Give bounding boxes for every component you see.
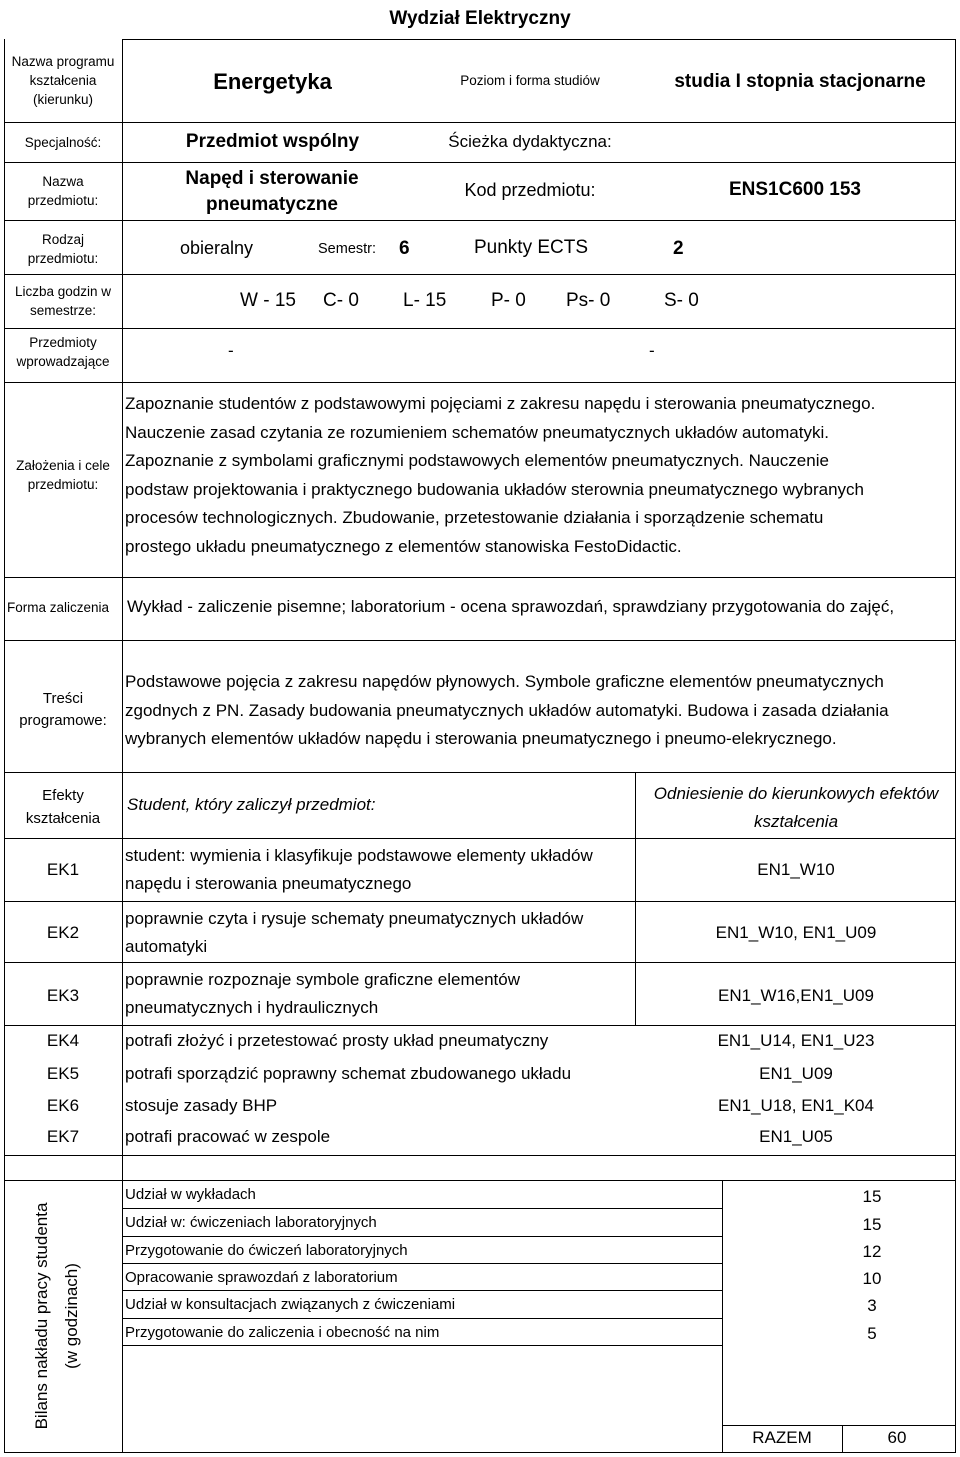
- workload-item-hours: 15: [862, 1215, 882, 1234]
- workload-item-hours: 15: [862, 1187, 882, 1206]
- workload-item-hours: 5: [867, 1324, 877, 1343]
- prerequisites-value-2: -: [649, 341, 655, 360]
- type-value: obieralny: [180, 238, 254, 258]
- workload-total-value: 60: [887, 1428, 907, 1447]
- level-value: studia I stopnia stacjonarne: [674, 71, 926, 92]
- outcome-id: EK3: [46, 986, 80, 1005]
- level-label: Poziom i forma studiów: [460, 73, 600, 88]
- outcome-ref: EN1_W16,EN1_U09: [718, 986, 874, 1005]
- code-value: ENS1C600 153: [728, 179, 862, 200]
- workload-item-hours: 3: [867, 1296, 877, 1315]
- outcome-id: EK6: [46, 1096, 80, 1115]
- outcome-id: EK5: [46, 1064, 80, 1083]
- hours-label: Liczba godzin w semestrze:: [14, 284, 112, 318]
- ects-value: 2: [673, 238, 684, 259]
- outcomes-label: Efekty kształcenia: [25, 787, 101, 827]
- outcome-ref: EN1_W10, EN1_U09: [715, 923, 877, 942]
- program-label: Nazwa programu kształcenia (kierunku): [11, 54, 115, 107]
- type-label: Rodzaj przedmiotu:: [27, 232, 99, 266]
- prerequisites-label: Przedmioty wprowadzające: [16, 335, 110, 369]
- hours-ps: Ps- 0: [566, 290, 611, 311]
- student-header: Student, który zaliczył przedmiot:: [127, 795, 376, 814]
- assessment-value: Wykład - zaliczenie pisemne; laboratorium - ocena sprawozdań, sprawdziany przygotowania do zajęć,: [127, 597, 895, 616]
- workload-item-name: Udział w konsultacjach związanych z ćwiczeniami: [125, 1296, 456, 1313]
- outcome-id: EK4: [46, 1031, 80, 1050]
- outcome-text: potrafi sporządzić poprawny schemat zbudowanego układu: [125, 1064, 572, 1083]
- content-text: Podstawowe pojęcia z zakresu napędów płynowych. Symbole graficzne elementów pneumatycznych zgodnych z PN. Zasady budowania pneumatycznych układów automatyki. Budowa i zasada działania wybranych elementów układów napędu i sterowania pneumatycznego i pneumo-elekrycznego.: [125, 672, 889, 748]
- semester-value: 6: [399, 238, 410, 259]
- hours-l: L- 15: [403, 290, 447, 311]
- outcome-ref: EN1_U05: [759, 1127, 833, 1146]
- content-label: Treści programowe:: [19, 690, 107, 729]
- specialty-value: Przedmiot wspólny: [185, 131, 360, 152]
- workload-item-name: Udział w: ćwiczeniach laboratoryjnych: [125, 1214, 377, 1231]
- workload-item-name: Przygotowanie do zaliczenia i obecność na nim: [125, 1324, 440, 1341]
- hours-p: P- 0: [491, 290, 526, 311]
- outcome-id: EK1: [46, 860, 80, 879]
- program-value: Energetyka: [213, 69, 332, 94]
- outcome-id: EK7: [46, 1127, 80, 1146]
- outcome-text: student: wymienia i klasyfikuje podstawowe elementy układów napędu i sterowania pneumatycznego: [125, 846, 593, 893]
- code-label: Kod przedmiotu:: [464, 180, 596, 200]
- outcome-text: stosuje zasady BHP: [125, 1096, 278, 1115]
- ref-header: Odniesienie do kierunkowych efektów kształcenia: [653, 784, 939, 831]
- workload-item-hours: 12: [862, 1242, 882, 1261]
- course-name: Napęd i sterowanie pneumatyczne: [185, 168, 359, 215]
- goals-text: Zapoznanie studentów z podstawowymi pojęciami z zakresu napędu i sterowania pneumatycznego. Nauczenie zasad czytania ze rozumieniem schematów pneumatycznych układów automatyki. Zapoznanie z symbolami graficznymi podstawowych elementów pneumatycznych. Nauczenie podstaw projektowania i praktycznego budowania układów sterownia pneumatycznego wybranych procesów technologicznych. Zbudowanie, przetestowanie działania i sporządzenie schematu prostego układu pneumatycznego z elementów stanowiska FestoDidactic.: [125, 394, 876, 556]
- specialty-label: Specjalność:: [24, 135, 102, 150]
- course-label: Nazwa przedmiotu:: [27, 174, 99, 208]
- workload-item-name: Opracowanie sprawozdań z laboratorium: [125, 1269, 398, 1286]
- workload-item-name: Udział w wykładach: [125, 1186, 256, 1203]
- outcome-ref: EN1_U18, EN1_K04: [718, 1096, 874, 1115]
- path-label: Ścieżka dydaktyczna:: [448, 132, 612, 151]
- hours-c: C- 0: [323, 290, 359, 311]
- faculty-title: Wydział Elektryczny: [389, 8, 571, 29]
- goals-label: Założenia i cele przedmiotu:: [16, 458, 110, 492]
- workload-item-hours: 10: [862, 1269, 882, 1288]
- outcome-ref: EN1_W10: [757, 860, 835, 879]
- prerequisites-value-1: -: [228, 341, 234, 360]
- workload-total-label: RAZEM: [752, 1428, 812, 1447]
- outcome-text: poprawnie rozpoznaje symbole graficzne elementów pneumatycznych i hydraulicznych: [125, 970, 520, 1017]
- hours-w: W - 15: [240, 290, 296, 311]
- ects-label: Punkty ECTS: [474, 237, 589, 258]
- outcome-text: poprawnie czyta i rysuje schematy pneumatycznych układów automatyki: [125, 909, 584, 956]
- outcome-text: potrafi pracować w zespole: [125, 1127, 331, 1146]
- semester-label: Semestr:: [318, 241, 377, 257]
- outcome-ref: EN1_U09: [759, 1064, 833, 1083]
- outcome-ref: EN1_U14, EN1_U23: [717, 1031, 875, 1050]
- workload-item-name: Przygotowanie do ćwiczeń laboratoryjnych: [125, 1242, 408, 1259]
- hours-s: S- 0: [664, 290, 699, 311]
- assessment-label: Forma zaliczenia: [7, 600, 110, 615]
- outcome-text: potrafi złożyć i przetestować prosty układ pneumatyczny: [125, 1031, 549, 1050]
- workload-label: Bilans nakładu pracy studenta (w godzinach): [32, 1202, 81, 1430]
- outcome-id: EK2: [46, 923, 80, 942]
